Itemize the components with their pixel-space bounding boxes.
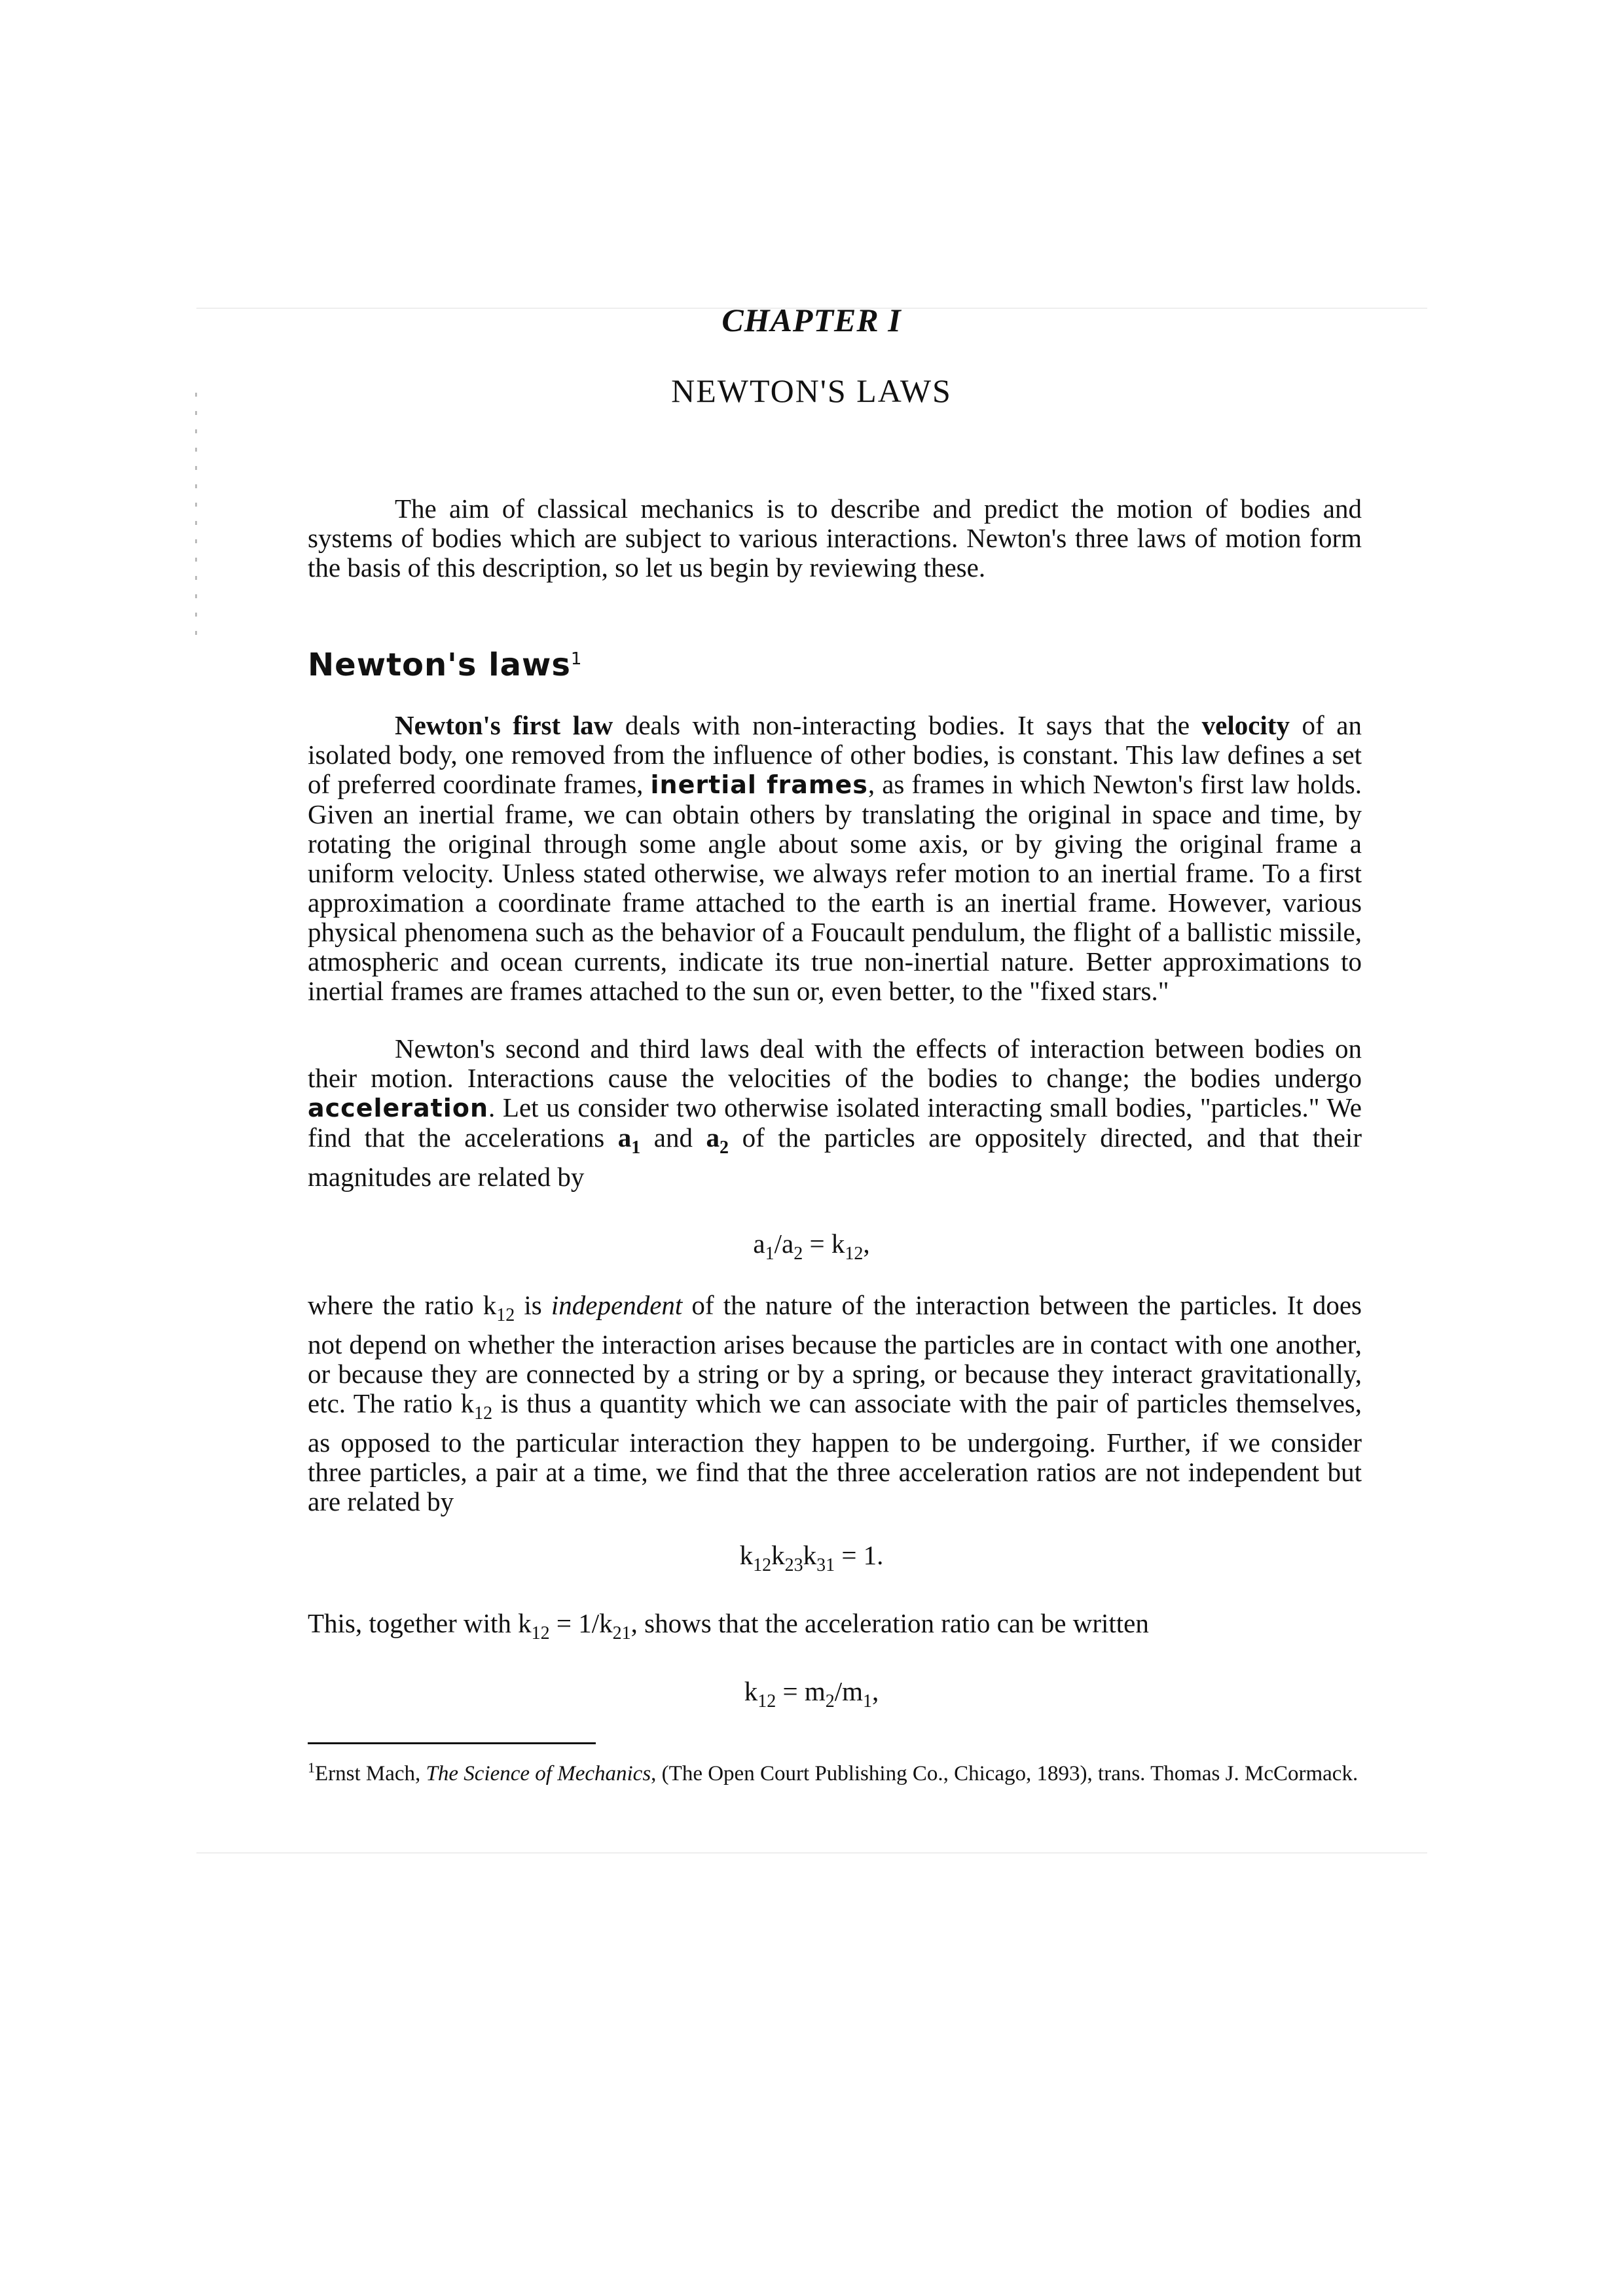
term-acceleration: acceleration xyxy=(308,1094,488,1122)
term-inertial-frames: inertial frames xyxy=(650,770,868,799)
equation-mass-ratio xyxy=(0,1676,1623,1712)
page-scan-edge-bottom xyxy=(196,1852,1427,1854)
subscript: 2 xyxy=(720,1138,729,1158)
footnote-number: 1 xyxy=(308,1759,315,1776)
symbol: a xyxy=(753,1229,765,1259)
text: = 1/k xyxy=(549,1608,613,1638)
book-title: The Science of Mechanics xyxy=(426,1762,651,1785)
vector-a2 xyxy=(706,1122,729,1158)
symbol: = 1. xyxy=(835,1540,884,1570)
subscript: 31 xyxy=(816,1555,835,1575)
section-heading-footnote-mark: 1 xyxy=(570,649,583,669)
binding-marks xyxy=(195,393,197,641)
subscript: 1 xyxy=(765,1244,775,1264)
symbol: , xyxy=(863,1229,870,1259)
text: . Let us consider two otherwise isolated interacting small bodies, "particles." We find that the accelerations xyxy=(308,1092,1362,1153)
subscript: 12 xyxy=(753,1555,772,1575)
text: is xyxy=(515,1290,551,1320)
subscript: 1 xyxy=(863,1691,873,1712)
symbol: k xyxy=(739,1540,754,1570)
paragraph-second-third-laws xyxy=(308,1034,1362,1192)
symbol: /m xyxy=(834,1676,864,1706)
section-heading-text: Newton's laws xyxy=(308,647,571,683)
text: , as frames in which Newton's first law holds. Given an inertial frame, we can obtain others by translating the original in space and time, by rotating the original through some angle about some axis, or by giving the original frame a uniform velocity. Unless stated otherwise, we always refer motion to an inertial frame. To a first approximation a coordinate frame attached to the earth is an inertial frame. However, various physical phenomena such as the behavior of a Foucault pendulum, the flight of a ballistic missile, atmospheric and ocean currents, indicate its true non-inertial nature. Better approximations to inertial frames are frames attached to the sun or, even better, to the "fixed stars." xyxy=(308,769,1362,1006)
term-first-law: Newton's first law xyxy=(395,710,613,740)
symbol: = k xyxy=(803,1229,845,1259)
paragraph-ratio-independence xyxy=(308,1291,1362,1516)
footnote xyxy=(308,1754,1362,1787)
vector-a1 xyxy=(617,1122,641,1158)
paragraph-first-law xyxy=(308,711,1362,1006)
symbol: k xyxy=(803,1540,817,1570)
symbol: k xyxy=(744,1676,758,1706)
symbol: /a xyxy=(774,1229,794,1259)
symbol: a xyxy=(706,1122,720,1153)
equation-acceleration-ratio xyxy=(0,1228,1623,1265)
section-heading xyxy=(308,647,582,683)
symbol: k xyxy=(771,1540,785,1570)
text: This, together with k xyxy=(308,1608,532,1638)
symbol: a xyxy=(617,1122,632,1153)
text: Ernst Mach, xyxy=(315,1762,426,1785)
text: where the ratio k xyxy=(308,1290,497,1320)
text: of the nature of the interaction between the particles. It does not depend on whether the interaction arises because the particles are in contact with one another, or because they are connected by a string or by a spring, or because they interact gravitationally, etc. The ratio k xyxy=(308,1290,1362,1418)
text: is thus a quantity which we can associate with the pair of particles themselves, as opposed to the particular interaction they happen to be undergoing. Further, if we consider three particles, a pair at a time, we find that the three acceleration ratios are not independent but are related by xyxy=(308,1388,1362,1516)
paragraph-acceleration-ratio xyxy=(308,1609,1362,1648)
subscript: 1 xyxy=(631,1138,641,1158)
text: of the particles are oppositely directed, and that their magnitudes are related by xyxy=(308,1122,1362,1192)
intro-paragraph: The aim of classical mechanics is to describe and predict the motion of bodies and systems of bodies which are subject to various interactions. Newton's three laws of motion form the basis of this description, so let us begin by reviewing these. xyxy=(308,493,1362,583)
text: Newton's second and third laws deal with the effects of interaction between bodies on their motion. Interactions cause the velocities of the bodies to change; the bodies undergo xyxy=(308,1033,1362,1093)
subscript: 12 xyxy=(757,1691,776,1712)
subscript: 2 xyxy=(825,1691,835,1712)
text: , (The Open Court Publishing Co., Chicago, 1893), trans. Thomas J. McCormack. xyxy=(651,1762,1359,1785)
symbol: , xyxy=(872,1676,879,1706)
text: and xyxy=(640,1122,706,1153)
subscript: 12 xyxy=(845,1244,864,1264)
subscript: 21 xyxy=(612,1623,631,1643)
subscript: 12 xyxy=(474,1403,493,1424)
subscript: 23 xyxy=(784,1555,803,1575)
equation-ratio-product xyxy=(0,1539,1623,1576)
subscript: 2 xyxy=(793,1244,803,1264)
chapter-title: NEWTON'S LAWS xyxy=(671,372,952,409)
footnote-divider xyxy=(308,1742,596,1744)
symbol: = m xyxy=(776,1676,826,1706)
text: deals with non-interacting bodies. It says that the xyxy=(613,710,1202,740)
text: , shows that the acceleration ratio can be written xyxy=(630,1608,1149,1638)
chapter-number: CHAPTER I xyxy=(721,302,902,338)
subscript: 12 xyxy=(531,1623,550,1643)
term-velocity: velocity xyxy=(1201,710,1290,740)
subscript: 12 xyxy=(496,1305,515,1325)
text: of an isolated body, one removed from the influence of other bodies, is constant. This law defines a set of preferred coordinate frames, xyxy=(308,710,1362,799)
term-independent: independent xyxy=(551,1290,683,1320)
